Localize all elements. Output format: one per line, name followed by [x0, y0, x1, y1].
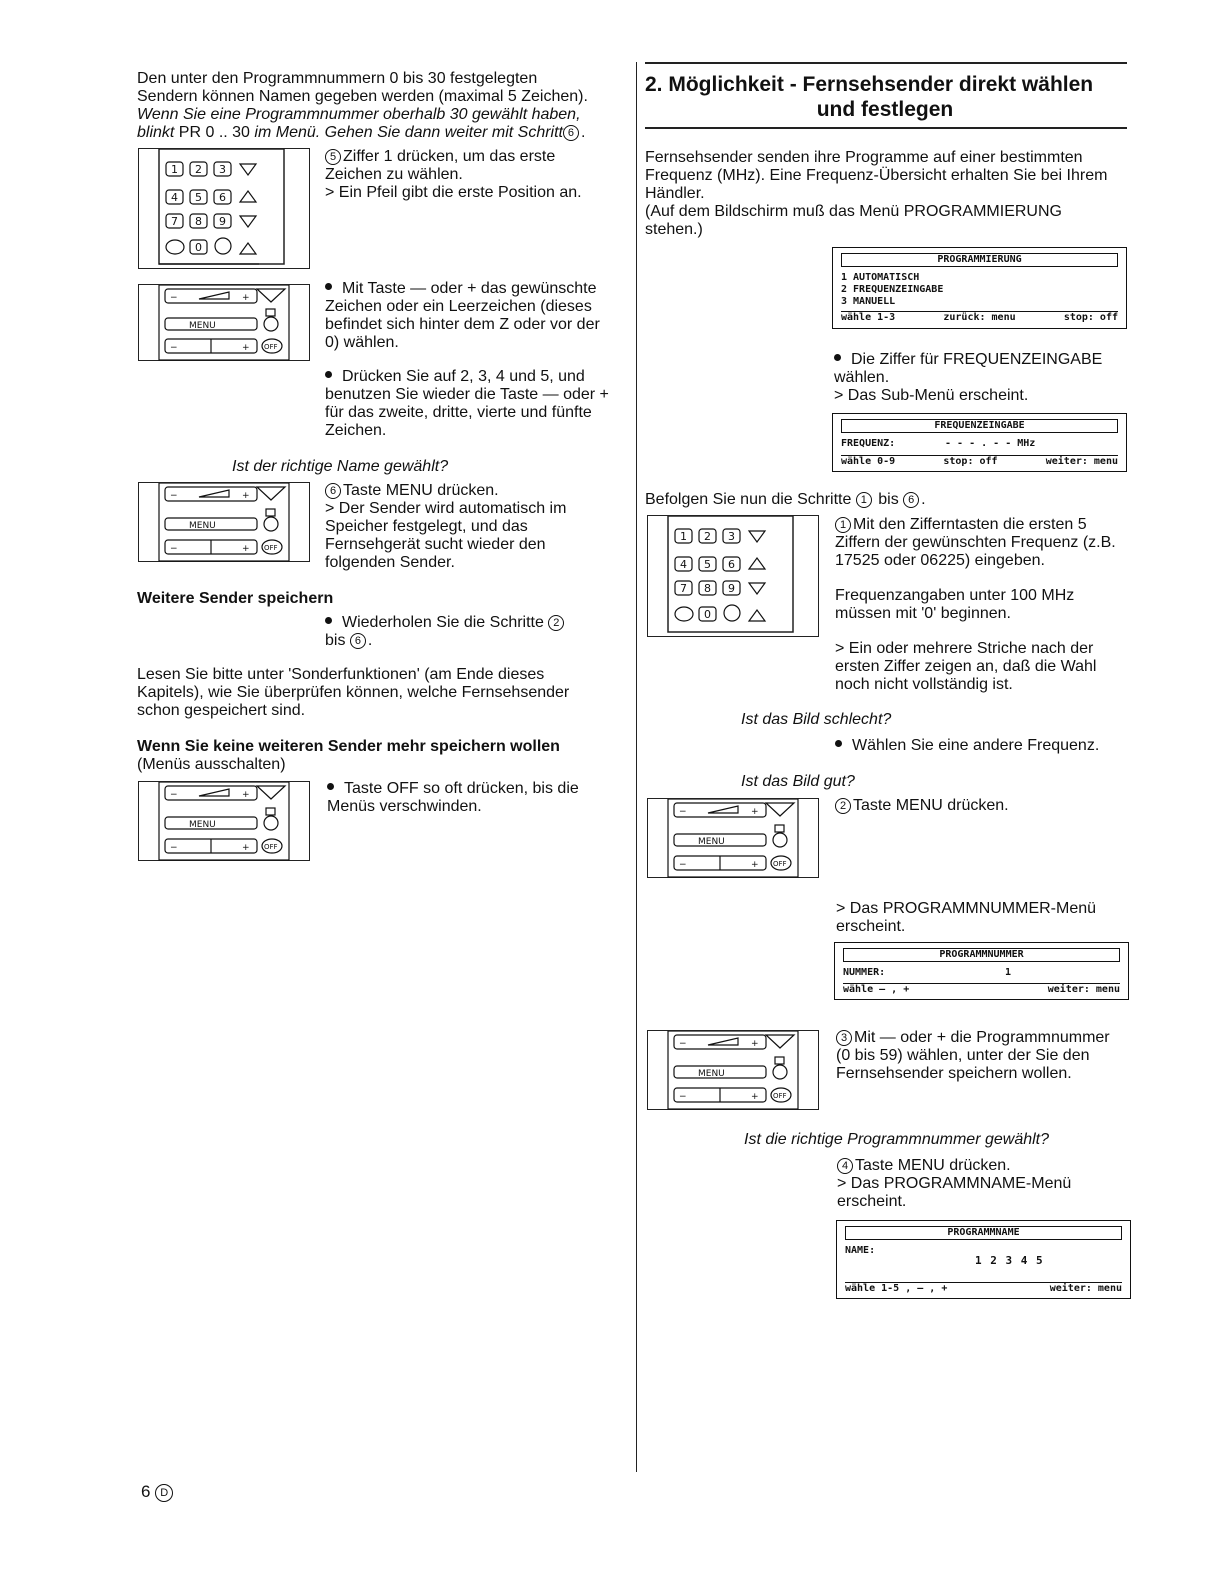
bullet-dot	[327, 783, 334, 790]
repeat-bullet: Wiederholen Sie die Schritte 2 bis 6 .	[325, 614, 615, 650]
question-bad-picture: Ist das Bild schlecht?	[741, 711, 892, 728]
question-name: Ist der richtige Name gewählt?	[232, 458, 449, 475]
step6-circle: 6	[325, 483, 341, 499]
step1-result: > Ein oder mehrere Striche nach der ersten Ziffer zeigen an, daß die Wahl noch nicht vollständig ist.	[835, 640, 1097, 693]
screen-header: PROGRAMMNUMMER	[843, 948, 1120, 962]
screen-frequenzeingabe	[832, 413, 1127, 472]
screen-programmnummer	[834, 942, 1129, 1000]
svg-text:5: 5	[195, 191, 202, 204]
svg-text:8: 8	[195, 215, 202, 228]
svg-text:+: +	[242, 491, 250, 501]
svg-text:3: 3	[219, 163, 226, 176]
title-rule-bottom	[645, 127, 1127, 129]
page-number: 6 D	[141, 1483, 175, 1502]
svg-text:−: −	[679, 807, 687, 817]
step6-block	[325, 482, 615, 572]
intro-line-1: Den unter den Programmnummern 0 bis 30 festgelegten	[137, 70, 538, 87]
svg-text:7: 7	[171, 215, 178, 228]
number-value: 1	[1005, 967, 1012, 978]
step3-block: 3 Mit — oder + die Programmnummer (0 bis 59) wählen, unter der Sie den Fernsehsender speichern wollen.	[836, 1029, 1110, 1082]
column-divider	[636, 62, 637, 1472]
step1-note: Frequenzangaben unter 100 MHz müssen mit '0' beginnen.	[835, 587, 1075, 622]
svg-text:4: 4	[680, 558, 687, 571]
step3-circle: 3	[836, 1030, 852, 1046]
bullet-dot	[835, 740, 842, 747]
svg-text:−: −	[170, 343, 178, 353]
svg-text:−: −	[170, 790, 178, 800]
right-intro: Fernsehsender senden ihre Programme auf einer bestimmten Frequenz (MHz). Eine Frequenz-Übersicht erhalten Sie bei Ihrem Händler.	[645, 149, 1108, 202]
step2-block: 2 Taste MENU drücken.	[835, 797, 1125, 815]
remote-keypad-illustration	[138, 148, 310, 269]
bullet-2: Drücken Sie auf 2, 3, 4 und 5, und benutzen Sie wieder die Taste — oder + für das zweite, dritte, vierte und fünfte Zeichen.	[325, 368, 609, 439]
svg-text:MENU: MENU	[698, 837, 725, 847]
menu-item: 1 AUTOMATISCH	[841, 272, 920, 283]
bullet-1: Mit Taste — oder + das gewünschte Zeichen oder ein Leerzeichen (dieses befindet sich hinter dem Z oder vor der 0) wählen.	[325, 280, 600, 351]
svg-text:MENU: MENU	[189, 820, 216, 830]
question-program-number: Ist die richtige Programmnummer gewählt?	[744, 1131, 1050, 1148]
svg-text:MENU: MENU	[189, 521, 216, 531]
right-intro-2: (Auf dem Bildschirm muß das Menü PROGRAMMIERUNG stehen.)	[645, 203, 1062, 238]
svg-text:6: 6	[728, 558, 735, 571]
svg-text:+: +	[242, 293, 250, 303]
number-label: NUMMER:	[843, 967, 886, 978]
svg-text:−: −	[679, 1092, 687, 1102]
svg-text:4: 4	[171, 191, 178, 204]
screen-footer: wähle 0-9 stop: off weiter: menu	[841, 456, 1118, 467]
title-rule-top	[645, 62, 1127, 64]
menu-controls-drawing	[139, 782, 311, 862]
svg-text:3: 3	[728, 530, 735, 543]
step1-block: 1 Mit den Zifferntasten die ersten 5 Ziffern der gewünschten Frequenz (z.B. 17525 oder 06225) eingeben.	[835, 516, 1116, 569]
svg-text:1: 1	[680, 530, 687, 543]
step1-circle: 1	[835, 517, 851, 533]
menu-controls-drawing	[139, 285, 311, 362]
step-ref-circle: 6	[563, 125, 579, 141]
svg-text:+: +	[751, 1092, 759, 1102]
svg-text:5: 5	[704, 558, 711, 571]
screen-programmname	[836, 1220, 1131, 1299]
bad-bullet: Wählen Sie eine andere Frequenz.	[835, 737, 1125, 755]
menu-controls-drawing	[139, 483, 311, 563]
intro-line-2: Sendern können Namen gegeben werden (maximal 5 Zeichen).	[137, 88, 588, 105]
step6-text: Taste MENU drücken.	[343, 482, 499, 499]
remote-menu-illustration-1	[138, 284, 310, 361]
screen-footer: wähle 1-3 zurück: menu stop: off	[841, 312, 1118, 323]
name-label: NAME:	[845, 1245, 876, 1256]
step5-result: > Ein Pfeil gibt die erste Position an.	[325, 184, 582, 201]
screen-programmierung	[832, 247, 1127, 329]
svg-text:+: +	[242, 343, 250, 353]
svg-text:−: −	[170, 491, 178, 501]
step5-block	[325, 148, 615, 202]
svg-text:OFF: OFF	[264, 843, 278, 851]
menu-controls-drawing	[648, 799, 820, 879]
svg-text:+: +	[751, 1039, 759, 1049]
bullet-dot	[834, 354, 841, 361]
step4-circle: 4	[837, 1158, 853, 1174]
remote-menu-illustration-right-2	[647, 1030, 819, 1110]
keypad-drawing	[648, 516, 820, 638]
menu-item: 2 FREQUENZEINGABE	[841, 284, 944, 295]
intro-italic-line: Wenn Sie eine Programmnummer oberhalb 30 gewählt haben,	[137, 106, 581, 123]
freq-label: FREQUENZ:	[841, 438, 896, 449]
name-value: 1 2 3 4 5	[975, 1254, 1044, 1267]
screen-header: PROGRAMMIERUNG	[841, 253, 1118, 267]
svg-text:+: +	[242, 790, 250, 800]
svg-text:0: 0	[704, 608, 711, 621]
svg-text:OFF: OFF	[264, 343, 278, 351]
no-more-sub: (Menüs ausschalten)	[137, 756, 286, 773]
step5-circle: 5	[325, 149, 341, 165]
svg-text:6: 6	[219, 191, 226, 204]
svg-text:9: 9	[728, 582, 735, 595]
menu-item: 3 MANUELL	[841, 296, 896, 307]
remote-keypad-illustration-right	[647, 515, 819, 637]
bullet-dot	[325, 617, 332, 624]
svg-text:+: +	[242, 544, 250, 554]
svg-text:MENU: MENU	[189, 321, 216, 331]
no-more-heading: Wenn Sie keine weiteren Sender mehr speichern wollen	[137, 738, 560, 755]
more-stations-heading: Weitere Sender speichern	[137, 590, 334, 607]
freq-value: - - - . - - MHz	[945, 438, 1036, 449]
language-badge: D	[155, 1484, 173, 1502]
svg-text:OFF: OFF	[264, 544, 278, 552]
svg-text:−: −	[679, 1039, 687, 1049]
section-title-line-1: 2. Möglichkeit - Fernsehsender direkt wählen	[645, 73, 1094, 96]
section-title-line-2: und festlegen	[816, 98, 954, 121]
screen-header: FREQUENZEINGABE	[841, 419, 1118, 433]
svg-text:0: 0	[195, 241, 202, 254]
menu-controls-drawing	[648, 1031, 820, 1111]
intro-paragraph	[137, 70, 617, 142]
svg-text:+: +	[751, 807, 759, 817]
remote-menu-illustration-2	[138, 482, 310, 562]
step6-result: > Der Sender wird automatisch im Speicher festgelegt, und das Fernsehgerät sucht wieder den folgenden Sender.	[325, 500, 567, 571]
svg-text:1: 1	[171, 163, 178, 176]
svg-text:2: 2	[704, 530, 711, 543]
svg-text:−: −	[170, 843, 178, 853]
question-good-picture: Ist das Bild gut?	[741, 773, 855, 790]
step4-block: 4 Taste MENU drücken. > Das PROGRAMMNAME-Menü erscheint.	[837, 1157, 1072, 1210]
svg-text:−: −	[170, 544, 178, 554]
intro-last-line: blinkt PR 0 .. 30 im Menü. Gehen Sie dann weiter mit Schritt 6 .	[137, 124, 586, 141]
svg-text:OFF: OFF	[773, 1092, 787, 1100]
off-bullet: Taste OFF so oft drücken, bis die Menüs verschwinden.	[327, 780, 579, 815]
screen-footer: wähle 1-5 , – , + weiter: menu	[845, 1283, 1122, 1294]
screen-header: PROGRAMMNAME	[845, 1226, 1122, 1240]
bullet-dot	[325, 371, 332, 378]
section-title	[645, 72, 1125, 122]
follow-steps: Befolgen Sie nun die Schritte 1 bis 6 .	[645, 491, 926, 508]
svg-text:7: 7	[680, 582, 687, 595]
screen-footer: wähle – , + weiter: menu	[843, 984, 1120, 995]
svg-text:8: 8	[704, 582, 711, 595]
freq-bullet: Die Ziffer für FREQUENZEINGABE wählen. > Das Sub-Menü erscheint.	[834, 351, 1103, 404]
step5-text: Ziffer 1 drücken, um das erste Zeichen zu wählen.	[325, 148, 556, 183]
svg-text:−: −	[679, 860, 687, 870]
bullet-dot	[325, 283, 332, 290]
keypad-drawing	[139, 149, 311, 270]
check-paragraph: Lesen Sie bitte unter 'Sonderfunktionen' (am Ende dieses Kapitels), wie Sie überprüfen können, welche Fernsehsender schon gespeichert sind.	[137, 666, 570, 719]
svg-text:+: +	[242, 843, 250, 853]
svg-text:OFF: OFF	[773, 860, 787, 868]
svg-text:9: 9	[219, 215, 226, 228]
step2-result: > Das PROGRAMMNUMMER-Menü erscheint.	[836, 900, 1097, 935]
remote-menu-illustration-3	[138, 781, 310, 861]
svg-text:2: 2	[195, 163, 202, 176]
svg-text:MENU: MENU	[698, 1069, 725, 1079]
remote-menu-illustration-right-1	[647, 798, 819, 878]
step2-circle: 2	[835, 798, 851, 814]
svg-text:+: +	[751, 860, 759, 870]
svg-text:−: −	[170, 293, 178, 303]
